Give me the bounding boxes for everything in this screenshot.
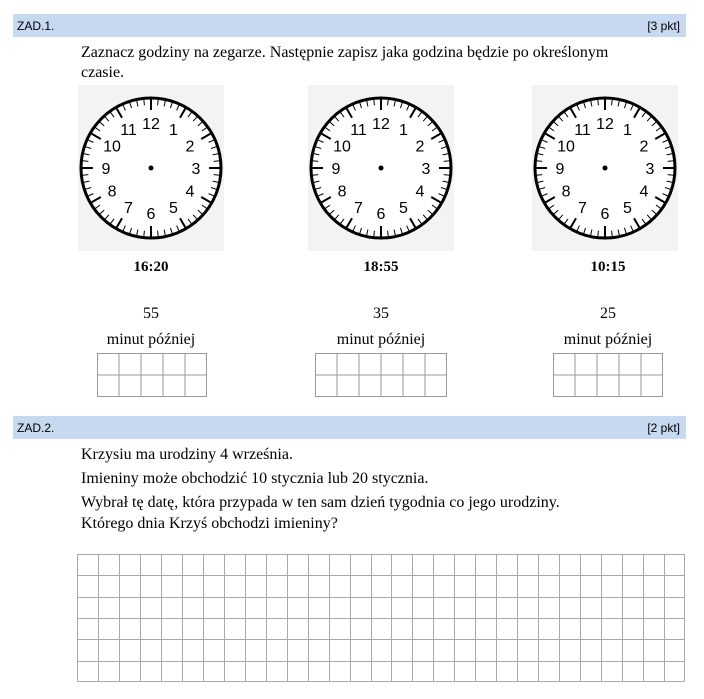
clock-number-10: 10 bbox=[103, 138, 121, 156]
clock-number-3: 3 bbox=[645, 161, 655, 178]
clock-number-12: 12 bbox=[596, 116, 614, 133]
clock-number-1: 1 bbox=[399, 122, 408, 140]
clock-number-9: 9 bbox=[331, 161, 341, 178]
clock-number-7: 7 bbox=[578, 199, 587, 217]
clock-number-7: 7 bbox=[354, 199, 363, 217]
clock-number-6: 6 bbox=[146, 206, 156, 223]
clock-number-10: 10 bbox=[557, 138, 575, 156]
clock-number-2: 2 bbox=[639, 138, 649, 156]
clock-number-4: 4 bbox=[415, 183, 425, 201]
task1-instruction: Zaznacz godziny na zegarze. Następnie zapisz jaka godzina będzie po określonym czasie. bbox=[81, 44, 609, 81]
clock-number-5: 5 bbox=[399, 199, 408, 217]
clock-number-6: 6 bbox=[376, 206, 386, 223]
task1-points: [3 pkt] bbox=[647, 19, 680, 33]
clock-number-11: 11 bbox=[350, 122, 367, 140]
clock-number-5: 5 bbox=[169, 199, 178, 217]
minutes-later-label-3: minut później bbox=[563, 331, 653, 348]
clock-number-10: 10 bbox=[333, 138, 351, 156]
clock-number-11: 11 bbox=[574, 122, 591, 140]
clock-face-1[interactable] bbox=[78, 85, 224, 251]
clock-number-9: 9 bbox=[101, 161, 111, 178]
clock-number-5: 5 bbox=[623, 199, 632, 217]
task1-label: ZAD.1. bbox=[17, 19, 55, 33]
clock-number-8: 8 bbox=[107, 183, 117, 201]
clock-time-1: 16:20 bbox=[133, 259, 169, 275]
clock-number-2: 2 bbox=[185, 138, 195, 156]
answer-grid-3[interactable] bbox=[553, 353, 663, 397]
task2-line-1: Krzysiu ma urodziny 4 września. bbox=[81, 446, 293, 463]
minutes-later-label-1: minut później bbox=[106, 331, 196, 348]
clock-number-3: 3 bbox=[421, 161, 431, 178]
clock-number-6: 6 bbox=[600, 206, 610, 223]
clock-number-8: 8 bbox=[337, 183, 347, 201]
answer-grid-1[interactable] bbox=[97, 353, 207, 397]
clock-number-11: 11 bbox=[120, 122, 137, 140]
clock-number-12: 12 bbox=[142, 116, 160, 133]
task2-line-2: Imieniny może obchodzić 10 stycznia lub 20 stycznia. bbox=[81, 470, 429, 487]
clock-number-3: 3 bbox=[191, 161, 201, 178]
clock-face-3[interactable] bbox=[532, 85, 678, 251]
task2-line-4: Którego dnia Krzyś obchodzi imieniny? bbox=[81, 515, 338, 532]
clock-time-3: 10:15 bbox=[590, 259, 626, 275]
task2-line-3: Wybrał tę datę, która przypada w ten sam dzień tygodnia co jego urodziny. bbox=[81, 494, 560, 511]
clock-number-7: 7 bbox=[124, 199, 133, 217]
clock-time-2: 18:55 bbox=[363, 259, 399, 275]
clock-number-12: 12 bbox=[372, 116, 390, 133]
clock-number-4: 4 bbox=[639, 183, 649, 201]
task2-header bbox=[13, 416, 686, 439]
clock-number-1: 1 bbox=[623, 122, 632, 140]
answer-grid-task2[interactable] bbox=[77, 554, 685, 682]
minutes-value-2: 35 bbox=[373, 305, 389, 322]
answer-grid-2[interactable] bbox=[315, 353, 447, 397]
clock-number-4: 4 bbox=[185, 183, 195, 201]
clock-face-2[interactable] bbox=[308, 85, 454, 251]
clock-number-9: 9 bbox=[555, 161, 565, 178]
clock-number-1: 1 bbox=[169, 122, 178, 140]
task2-points: [2 pkt] bbox=[647, 421, 680, 435]
clock-number-2: 2 bbox=[415, 138, 425, 156]
minutes-value-3: 25 bbox=[600, 305, 616, 322]
task1-header bbox=[13, 14, 686, 37]
clock-number-8: 8 bbox=[561, 183, 571, 201]
minutes-value-1: 55 bbox=[143, 305, 159, 322]
minutes-later-label-2: minut później bbox=[336, 331, 426, 348]
task2-label: ZAD.2. bbox=[17, 421, 55, 435]
